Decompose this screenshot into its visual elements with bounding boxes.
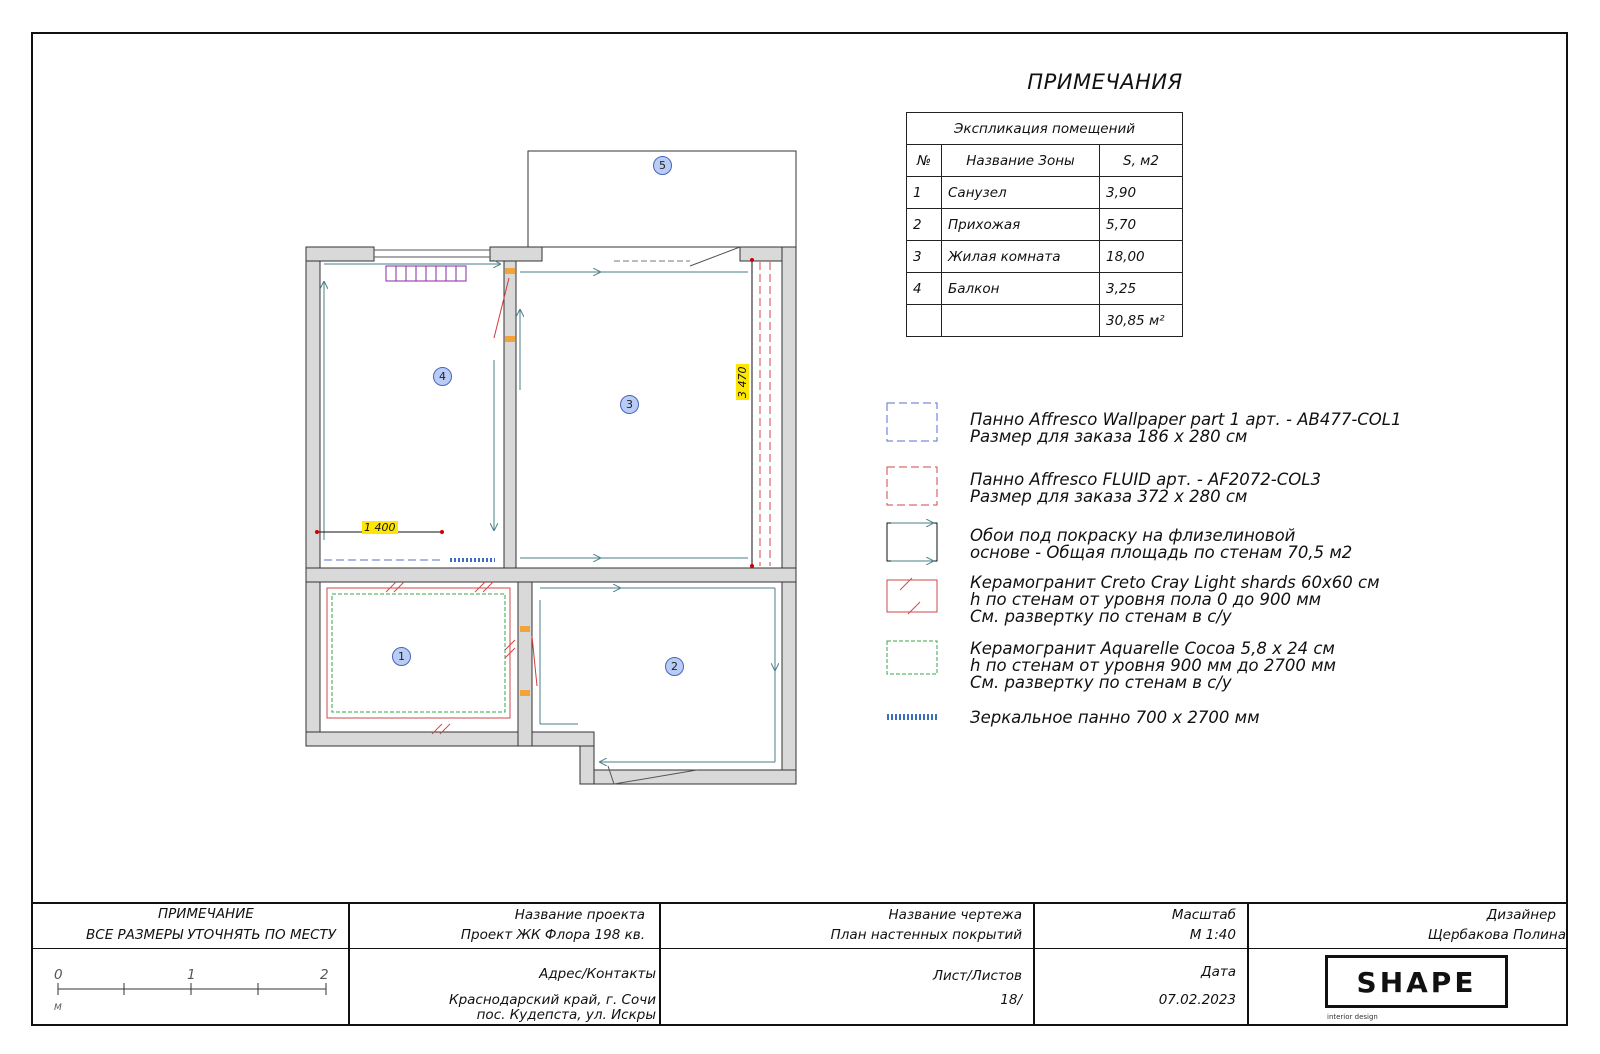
table-cell: 3 bbox=[907, 241, 942, 273]
table-cell: 18,00 bbox=[1100, 241, 1183, 273]
logo-subtitle: interior design bbox=[1327, 1013, 1378, 1021]
room-label: 1 bbox=[392, 647, 411, 666]
room-label: 2 bbox=[665, 657, 684, 676]
table-cell: 4 bbox=[907, 273, 942, 305]
walls bbox=[306, 247, 796, 784]
table-header: Название Зоны bbox=[942, 145, 1100, 177]
address-line2: пос. Кудепста, ул. Искры bbox=[476, 1007, 656, 1023]
sheet-label: Лист/Листов bbox=[932, 968, 1022, 984]
scale-value: М 1:40 bbox=[1189, 927, 1236, 943]
room-label: 4 bbox=[433, 367, 452, 386]
scale-tick: 2 bbox=[320, 967, 329, 983]
legend-item: Зеркальное панно 700 х 2700 мм bbox=[970, 708, 1260, 727]
table-header: № bbox=[907, 145, 942, 177]
title-block-divider bbox=[1033, 902, 1035, 1026]
scale-tick: 0 bbox=[54, 967, 63, 983]
table-cell: 2 bbox=[907, 209, 942, 241]
title-block-divider bbox=[348, 902, 350, 1026]
table-row bbox=[907, 241, 1183, 273]
table-cell: Балкон bbox=[942, 273, 1100, 305]
drawing-value: План настенных покрытий bbox=[830, 927, 1022, 943]
drawing-label: Название чертежа bbox=[888, 907, 1022, 923]
legend-item: Панно Affresco FLUID арт. - AF2072-COL3 Размер для заказа 372 х 280 см bbox=[970, 470, 1321, 506]
legend-item: Керамогранит Aquarelle Cocoa 5,8 х 24 см h по стенам от уровня 900 мм до 2700 мм См. развертку по стенам в с/у bbox=[970, 639, 1336, 692]
table-cell: Прихожая bbox=[942, 209, 1100, 241]
table-row bbox=[907, 177, 1183, 209]
table-cell: Санузел bbox=[942, 177, 1100, 209]
date-value: 07.02.2023 bbox=[1158, 992, 1236, 1008]
table-cell: Жилая комната bbox=[942, 241, 1100, 273]
room-label: 5 bbox=[653, 156, 672, 175]
legend-item: Керамогранит Creto Cray Light shards 60x60 см h по стенам от уровня пола 0 до 900 мм См. развертку по стенам в с/у bbox=[970, 573, 1380, 626]
project-label: Название проекта bbox=[514, 907, 645, 923]
date-label: Дата bbox=[1201, 964, 1236, 980]
shape-logo: SHAPE bbox=[1325, 955, 1508, 1008]
scale-label: Масштаб bbox=[1171, 907, 1236, 923]
sheet-value: 18/ bbox=[1000, 992, 1022, 1008]
table-header: S, м2 bbox=[1100, 145, 1183, 177]
room-label: 3 bbox=[620, 395, 639, 414]
title-block-top-border bbox=[31, 902, 1568, 904]
title-block-divider bbox=[1247, 902, 1249, 1026]
designer-label: Дизайнер bbox=[1486, 907, 1556, 923]
scale-unit: М bbox=[54, 1003, 62, 1013]
address-label: Адрес/Контакты bbox=[539, 966, 656, 982]
legend-item: Панно Affresco Wallpaper part 1 арт. - AB477-COL1 Размер для заказа 186 х 280 см bbox=[970, 410, 1402, 446]
table-cell: 3,90 bbox=[1100, 177, 1183, 209]
project-value: Проект ЖК Флора 198 кв. bbox=[460, 927, 645, 943]
table-row bbox=[907, 273, 1183, 305]
title-block-divider bbox=[659, 902, 661, 1026]
notes-title: ПРИМЕЧАНИЯ bbox=[1027, 70, 1183, 94]
title-block-divider bbox=[31, 948, 1568, 949]
dimension-label: 1 400 bbox=[364, 521, 396, 534]
scale-tick: 1 bbox=[187, 967, 196, 983]
table-cell: 1 bbox=[907, 177, 942, 209]
dimension-label: 3 470 bbox=[736, 366, 749, 398]
legend-item: Обои под покраску на флизелиновой основе - Общая площадь по стенам 70,5 м2 bbox=[970, 526, 1353, 562]
note-text: ВСЕ РАЗМЕРЫ УТОЧНЯТЬ ПО МЕСТУ bbox=[86, 927, 337, 943]
table-total: 30,85 м² bbox=[1100, 305, 1183, 337]
table-row bbox=[907, 209, 1183, 241]
table-caption: Экспликация помещений bbox=[907, 113, 1183, 145]
table-cell: 3,25 bbox=[1100, 273, 1183, 305]
table-cell: 5,70 bbox=[1100, 209, 1183, 241]
designer-value: Щербакова Полина bbox=[1427, 927, 1566, 943]
legend-icons bbox=[887, 403, 937, 717]
room-explication-table bbox=[906, 112, 1183, 337]
table-total-row bbox=[907, 305, 1183, 337]
address-line1: Краснодарский край, г. Сочи bbox=[449, 992, 656, 1008]
note-label: ПРИМЕЧАНИЕ bbox=[158, 906, 254, 922]
wallpaper-arrows bbox=[324, 264, 775, 762]
